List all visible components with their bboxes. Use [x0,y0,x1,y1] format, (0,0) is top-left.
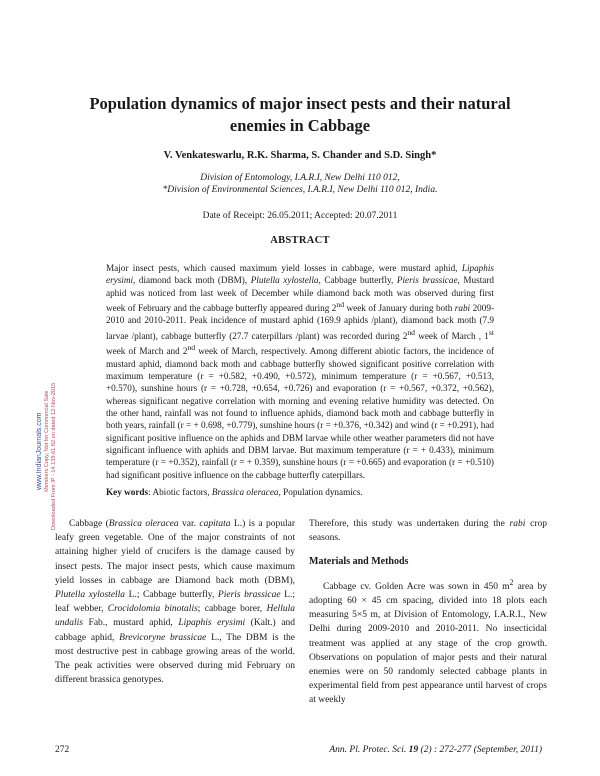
methods-paragraph: Cabbage cv. Golden Acre was sown in 450 $m^2$ area by adopting 60 × 45 cm spacing, divided into 18 plots each measuring 5×5 m, at Division of Entomology, I.A.R.I., New Delhi during 2009-2010 and 2010-2011. No insecticidal treatment was applied at any stage of the crop growth. Observations on population of major pests and their natural enemies were on 50 randomly selected cabbage plants in experimental field from pest appearance until harvest of crops at weekly [309,577,547,706]
watermark-site: www.IndianJournals.com [36,412,43,490]
intro-continuation: Therefore, this study was undertaken during the rabi crop seasons. [309,519,547,544]
affiliation-2: *Division of Environmental Sciences, I.A.R.I, New Delhi 110 012, India. [162,185,438,195]
paper-title: Population dynamics of major insect pests and their natural enemies in Cabbage [89,94,511,135]
affiliation-1: Division of Entomology, I.A.R.I, New Delhi 110 012, [200,173,400,183]
watermark-ip: Downloaded From IP - 14.139.61.82 on dated 12-Nov-2015 [51,382,57,530]
author-list: V. Venkateswarlu, R.K. Sharma, S. Chander and S.D. Singh* [163,150,437,161]
affiliations [60,172,540,196]
body-column-right [309,517,547,708]
body-column-left [55,517,295,687]
journal-citation: Ann. Pl. Protec. Sci. 19 (2) : 272-277 (September, 2011) [329,745,542,755]
watermark-copy: Members Copy, Not for Commercial Sale [44,390,50,492]
intro-paragraph: Cabbage (Brassica oleracea var. capitata L.) is a popular leafy green vegetable. One of the major constraints of not attaining higher yield of crucifers is the damage caused by insect pests. The major insect pests, which cause maximum yield losses in cabbage are Diamond back moth (DBM), Plutella xylostella L.; Cabbage butterfly, Pieris brassicae L.; leaf webber, Crocidolomia binotalis; cabbage borer, Hellula undalis Fab., mustard aphid, Lipaphis erysimi (Kalt.) and cabbage aphid, Brevicoryne brassicae L., The DBM is the most destructive pest in cabbage growing areas of the world. The peak activities were observed during mid February on different brassica genotypes. [55,519,296,686]
methods-heading: Materials and Methods [309,556,409,568]
page-number: 272 [55,745,70,755]
abstract-body: Major insect pests, which caused maximum yield losses in cabbage, were mustard aphid, Lipaphis erysimi, diamond back moth (DBM), Plutella xylostella, Cabbage butterfly, Pieris brassicae, Mustard aphid was noticed from last week of December while diamond back moth was observed during first week of February and the cabbage butterfly appeared during 2nd week of January during both rabi 2009-2010 and 2010-2011. Peak incidence of mustard aphid (169.9 aphids /plant), diamond back moth (7.9 larvae /plant), cabbage butterfly (27.7 caterpillars /plant) was recorded during 2nd week of March , 1st week of March and 2nd week of March, respectively. Among different abiotic factors, the incidence of mustard aphid, diamond back moth and cabbage butterfly showed significant positive correlation with maximum temperature (r = +0.582, +0.490, +0.572), minimum temperature (r = +0.567, +0.513, +0.570), sunshine hours (r = +0.728, +0.654, +0.726) and evaporation (r = +0.567, +0.372, +0.562), whereas significant negative correlation with morning and evening relative humidity was detected. On the other hand, rainfall was not found to influence aphids, diamond back moth and cabbage butterfly in both years, rainfall (r = + 0.698, +0.779), sunshine hours (r = +0.376, +0.342) and wind (r = +0.291), had significant positive influence on the aphids and DBM larvae while other weather parameters did not have significant influence with aphids and DBM larvae. But maximum temperature (r = + 0.433), minimum temperature (r = +0.352), rainfall (r = + 0.359), sunshine hours (r = +0.665) and evaporation (r = +0.510) had significant positive influence on the cabbage butterfly caterpillars. [106,263,495,480]
keywords: Key words: Abiotic factors, Brassica oleracea, Population dynamics. [106,487,363,497]
abstract-heading: ABSTRACT [270,235,330,246]
download-watermark [36,260,57,530]
receipt-dates: Date of Receipt: 26.05.2011; Accepted: 20.07.2011 [202,211,398,221]
